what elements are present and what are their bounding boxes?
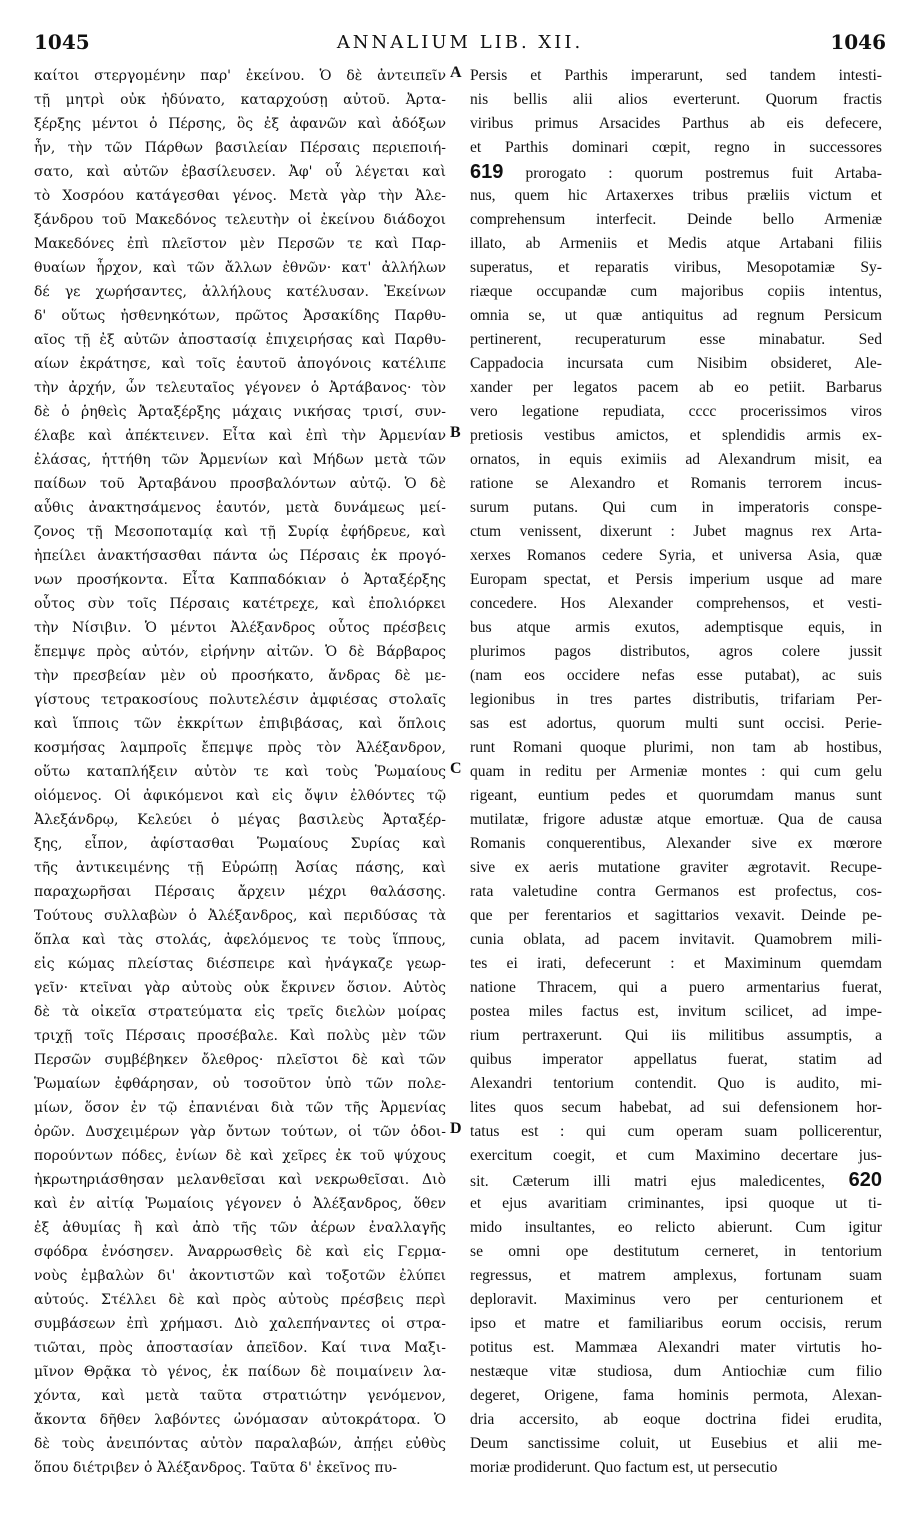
greek-text-line: οἰόμενος. Οἱ ἀφικόμενοι καὶ εἰς ὄψιν ἐλθόντες τῷ xyxy=(34,788,446,804)
greek-text-line: πορούντων πόδες, ἐνίων δὲ καὶ χεῖρες ἐκ τοῦ ψύχους xyxy=(34,1148,446,1164)
latin-text-line: ctum venissent, dixerunt : Jubet magnus rex Arta- xyxy=(470,523,882,540)
latin-text-line: omnia se, ut quæ antiquitus ad regnum Persicum xyxy=(470,307,882,324)
latin-text-line: mutilatæ, frigore adustæ atque emortuæ. Qua de causa xyxy=(470,811,882,828)
section-marker-b: B xyxy=(450,424,461,441)
column-page-number: 619 xyxy=(470,161,504,183)
greek-text-line: ξης, εἶπον, ἀφίστασθαι Ῥωμαίους Συρίας καὶ xyxy=(34,836,446,852)
greek-text-line: ἔπεμψε πρὸς αὐτόν, εἰρήνην αἰτῶν. Ὁ δὲ Βάρβαρος xyxy=(34,644,446,660)
greek-text-line: αίων ἐκράτησε, καὶ τοῖς ἑαυτοῦ ἀπογόνοις κατέλιπε xyxy=(34,356,446,372)
latin-text-line: dria accersito, ab eoque doctrina fidei erudita, xyxy=(470,1411,882,1428)
greek-text-line: τὴν πρεσβείαν μὲν οὐ προσήκατο, ἄνδρας δὲ με- xyxy=(34,668,446,684)
greek-text-line: γίστους τετρακοσίους πολυτελέσιν ἀμφιέσας στολαῖς xyxy=(34,692,446,708)
latin-text-line: nestæque vitæ studiosa, dum Antiochiæ cum filio xyxy=(470,1363,882,1380)
greek-text-line: ζονος τῇ Μεσοποταμίᾳ καὶ τῇ Συρίᾳ ἐφήδρευε, καὶ xyxy=(34,524,446,540)
latin-text-line: xerxes Romanos cedere Syria, et universa Asia, quæ xyxy=(470,547,882,564)
greek-text-line: ἐξ ἀθυμίας ἢ καὶ ἀπὸ τῆς τῶν ἀέρων ἐναλλαγῆς xyxy=(34,1220,446,1236)
latin-text-line: quam in reditu per Armeniæ montes : qui cum gelu xyxy=(470,763,882,780)
latin-text-line: nus, quem hic Artaxerxes tribus præliis victum et xyxy=(470,187,882,204)
latin-text-line: moriæ prodiderunt. Quo factum est, ut persecutio xyxy=(470,1459,778,1476)
column-page-number: 620 xyxy=(848,1169,882,1191)
page-number-right: 1046 xyxy=(830,30,886,54)
section-marker-d: D xyxy=(450,1120,462,1137)
latin-text-line: legionibus in tres partes distributis, trifariam Per- xyxy=(470,691,882,708)
latin-text-line: Persis et Parthis imperarunt, sed tandem intesti- xyxy=(470,67,882,84)
greek-text-line: τιῶται, πρὸς ἀποστασίαν ἀπεῖδον. Καί τινα Μαξι- xyxy=(34,1340,446,1356)
latin-text-line: pretiosis vestibus amictos, et splendidis armis ex- xyxy=(470,427,882,444)
latin-text-line: exercitum coegit, et cum Maximino decertare jus- xyxy=(470,1147,882,1164)
latin-text-line: pertinerent, recuperaturum esse minabatur. Sed xyxy=(470,331,882,348)
latin-text-line: ipso et matre et familiaribus eorum occisis, rerum xyxy=(470,1315,882,1332)
latin-text-line: degeret, Origene, fama hominis permota, Alexan- xyxy=(470,1387,882,1404)
section-marker-c: C xyxy=(450,760,462,777)
greek-text-line: ἠκρωτηριάσθησαν μελανθεῖσαι καὶ νεκρωθεῖσαι. Διὸ xyxy=(34,1172,446,1188)
latin-text-line: superatus, et reparatis viribus, Mesopotamiæ Sy- xyxy=(470,259,882,276)
latin-text-line: riæque occupandæ cum majoribus copiis intentus, xyxy=(470,283,882,300)
greek-text-line: εἰς κώμας πλείστας διέσπειρε καὶ ἠνάγκαζε γεωρ- xyxy=(34,956,446,972)
latin-text-line: nis bellis alii alios everterunt. Quorum fractis xyxy=(470,91,882,108)
greek-text-line: Τούτους συλλαβὼν ὁ Ἀλέξανδρος, καὶ περιδύσας τὰ xyxy=(34,908,446,924)
greek-text-line: δὲ τοὺς ἀνειπόντας αὐτὸν παραλαβών, ἀπῄει εὐθὺς xyxy=(34,1436,446,1452)
latin-text-line: bus atque armis exutos, ademptisque equis, in xyxy=(470,619,882,636)
greek-text-line: Ἀλεξάνδρῳ, Κελεύει ὁ μέγας βασιλεὺς Ἀρταξέρ- xyxy=(34,812,446,828)
greek-text-line: αὖθις ἀνακτησάμενος ἑαυτόν, μετὰ δυνάμεως μεί- xyxy=(34,500,446,516)
latin-text-line: Europam spectat, et Persis imperium usque ad mare xyxy=(470,571,882,588)
greek-text-line: ἐλάσας, ἡττήθη τῶν Ἀρμενίων καὶ Μήδων μετὰ τῶν xyxy=(34,452,446,468)
greek-text-line: ἄκοντα δῆθεν λαβόντες ὠνόμασαν αὐτοκράτορα. Ὁ xyxy=(34,1412,446,1428)
greek-text-line: τὴν Νίσιβιν. Ὁ μέντοι Ἀλέξανδρος οὗτος πρέσβεις xyxy=(34,620,446,636)
latin-text-line: rigeant, euntium pedes et quorumdam manus sunt xyxy=(470,787,882,804)
latin-text-line: postea miles factus est, invitum scilicet, ad impe- xyxy=(470,1003,882,1020)
greek-text-line: ξάνδρου τοῦ Μακεδόνος τελευτὴν οἱ ἐκείνου διάδοχοι xyxy=(34,212,446,228)
latin-text-line: et Parthis dominari cœpit, regno in successores xyxy=(470,139,882,156)
latin-text-line: Cappadocia incursata cum Nisibim obsideret, Ale- xyxy=(470,355,882,372)
greek-text-line: τῆς ἀντικειμένης τῇ Εὐρώπῃ Ἀσίας πάσης, καὶ xyxy=(34,860,446,876)
latin-text-line: (nam eos occidere nefas esse putabat), ac suis xyxy=(470,667,882,684)
greek-text-line: Περσῶν συμβέβηκεν ὄλεθρος· πλεῖστοι δὲ καὶ τῶν xyxy=(34,1052,446,1068)
greek-text-line: ὅπου διέτριβεν ὁ Ἀλέξανδρος. Ταῦτα δ' ἐκεῖνος πυ- xyxy=(34,1460,397,1476)
latin-text-line: et ejus avaritiam criminantes, ipsi quoque ut ti- xyxy=(470,1195,882,1212)
greek-text-line: αὐτούς. Στέλλει δὲ καὶ πρὸς αὐτοὺς πρέσβεις περὶ xyxy=(34,1292,446,1308)
latin-text-line: ornatos, in equis eximiis ad Alexandrum misit, ea xyxy=(470,451,882,468)
latin-text-line: quibus imperator appellatus fuerat, statim ad xyxy=(470,1051,882,1068)
latin-text-line: se omni ope destitutum cerneret, in tentorium xyxy=(470,1243,882,1260)
latin-text-line: Alexandri tentorium contendit. Quo is audito, mi- xyxy=(470,1075,882,1092)
latin-text-line: cunia oblata, ad pacem invitavit. Quamobrem mili- xyxy=(470,931,882,948)
greek-text-line: τὴν ἀρχήν, ὧν τελευταῖος γέγονεν ὁ Ἀρτάβανος· τὸν xyxy=(34,380,446,396)
greek-text-line: οὗτος σὺν τοῖς Πέρσαις κατέτρεχε, καὶ ἐπολιόρκει xyxy=(34,596,446,612)
latin-text-line: potitus est. Mammæa Alexandri mater virtutis ho- xyxy=(470,1339,882,1356)
greek-text-line: ξέρξης μέντοι ὁ Πέρσης, ὃς ἐξ ἀφανῶν καὶ ἀδόξων xyxy=(34,116,446,132)
greek-text-line: γεῖν· κτεῖναι γὰρ αὐτοὺς οὐκ ἔκρινεν ὅσιον. Αὐτὸς xyxy=(34,980,446,996)
latin-text-line: comprehensum interfecit. Deinde bello Armeniæ xyxy=(470,211,882,228)
greek-text-line: οὕτω καταπλήξειν αὐτὸν τε καὶ τοὺς Ῥωμαίους xyxy=(34,764,446,780)
greek-text-line: Ῥωμαίων ἐφθάρησαν, οὐ τοσοῦτον ὑπὸ τῶν πολε- xyxy=(34,1076,446,1092)
latin-text-line: Romanis conquerentibus, Alexander sive ex mœrore xyxy=(470,835,882,852)
latin-text-line: natione Thracem, qui a puero armentarius fuerat, xyxy=(470,979,882,996)
greek-text-line: κοσμήσας λαμπροῖς ἔπεμψε πρὸς τὸν Ἀλέξανδρον, xyxy=(34,740,446,756)
latin-text-line: que per ferentarios et sagittarios vexavit. Deinde pe- xyxy=(470,907,882,924)
latin-text-line: xander per legatos pacem ab eo petiit. Barbarus xyxy=(470,379,882,396)
greek-text-line: ὀρῶν. Δυσχειμέρων γὰρ ὄντων τούτων, οἱ τῶν ὁδοι- xyxy=(34,1124,446,1140)
latin-text-line: sas est adortus, quorum multi sunt occisi. Perie- xyxy=(470,715,882,732)
greek-column xyxy=(34,64,446,1480)
greek-text-line: ὅπλα καὶ τὰς στολάς, ἀφελόμενος τε τοὺς ἵππους, xyxy=(34,932,446,948)
latin-text-line: sit. Cæterum illi matri ejus maledicentes, 620 xyxy=(470,1169,882,1191)
latin-text-line: rata valetudine contra Germanos est profectus, cos- xyxy=(470,883,882,900)
latin-text-line: 619 prorogato : quorum postremus fuit Artaba- xyxy=(470,161,882,183)
greek-text-line: ἠπείλει ἀνακτήσασθαι πάντα ὡς Πέρσαις ἐκ προγό- xyxy=(34,548,446,564)
latin-text-line: tes ei irati, defecerunt : et Maximinum quemdam xyxy=(470,955,882,972)
greek-text-line: έλαβε καὶ ἀπέκτεινεν. Εἶτα καὶ ἐπὶ τὴν Ἀρμενίαν xyxy=(34,428,446,444)
greek-text-line: τῇ μητρὶ οὐκ ἠδύνατο, καταρχούσῃ αὐτοῦ. Ἀρτα- xyxy=(34,92,446,108)
greek-text-line: θυαίων ἦρχον, καὶ τῶν ἄλλων ἐθνῶν· κατ' ἀλλήλων xyxy=(34,260,446,276)
latin-text-line: tatus est : qui cum operam suam pollicerentur, xyxy=(470,1123,882,1140)
latin-text-line: illato, ab Armeniis et Medis atque Artabani filiis xyxy=(470,235,882,252)
latin-text-line: Deum sanctissime coluit, ut Eusebius et alii me- xyxy=(470,1435,882,1452)
greek-text-line: χόντα, καὶ μετὰ ταῦτα στρατιώτην γενόμενον, xyxy=(34,1388,446,1404)
greek-text-line: σατο, καὶ αὐτῶν ἐβασίλευσεν. Ἀφ' οὗ λέγεται καὶ xyxy=(34,164,446,180)
greek-text-line: καὶ ἐν αἰτίᾳ Ῥωμαίοις γέγονεν ὁ Ἀλέξανδρος, ὅθεν xyxy=(34,1196,446,1212)
greek-text-line: τὸ Χοσρόου κατάγεσθαι γένος. Μετὰ γὰρ τὴν Ἀλε- xyxy=(34,188,446,204)
latin-text-line: plurimos pagos distributos, agros colere jussit xyxy=(470,643,882,660)
greek-text-line: νων προσήκοντα. Εἶτα Καππαδόκιαν ὁ Ἀρταξέρξης xyxy=(34,572,446,588)
page-header xyxy=(34,30,886,60)
latin-text-line: surum putans. Qui cum in imperatoris conspe- xyxy=(470,499,882,516)
greek-text-line: μῖνον Θρᾷκα τὸ γένος, ἐκ παίδων δὲ ποιμαίνειν λα- xyxy=(34,1364,446,1380)
section-marker-a: A xyxy=(450,64,462,81)
latin-text-line: lites quos secum habebat, ad sui defensionem hor- xyxy=(470,1099,882,1116)
greek-text-line: μίων, ὅσον ἐν τῷ ἐπανιέναι διὰ τῶν τῆς Ἀρμενίας xyxy=(34,1100,446,1116)
running-title: ANNALIUM LIB. XII. xyxy=(336,32,584,53)
greek-text-line: ἦν, τὴν τῶν Πάρθων βασιλείαν Πέρσαις περιεποιή- xyxy=(34,140,446,156)
latin-text-line: concedere. Hos Alexander comprehensos, et vesti- xyxy=(470,595,882,612)
greek-text-line: παίδων τοῦ Ἀρταβάνου προσβαλόντων αὐτῷ. Ὁ δὲ xyxy=(34,476,446,492)
latin-column xyxy=(470,64,882,1480)
latin-text-line: ratione se Alexandro et Romanis terrorem incus- xyxy=(470,475,882,492)
latin-text-line: runt Romani quoque plurimi, non tam ab hostibus, xyxy=(470,739,882,756)
page-number-left: 1045 xyxy=(34,30,90,54)
greek-text-line: τριχῇ τοῖς Πέρσαις προσέβαλε. Καὶ πολὺς μὲν τῶν xyxy=(34,1028,446,1044)
latin-text-line: viribus primus Arsacides Parthus ab eis defecere, xyxy=(470,115,882,132)
greek-text-line: καίτοι στεργομένην παρ' ἐκείνου. Ὁ δὲ ἀντειπεῖν xyxy=(34,68,446,84)
greek-text-line: καὶ ἵπποις τῶν ἐκκρίτων ἐπιβιβάσας, καὶ ὅπλοις xyxy=(34,716,446,732)
latin-text-line: deploravit. Maximinus vero per centurionem et xyxy=(470,1291,882,1308)
greek-text-line: σφόδρα ἐνόσησεν. Ἀναρρωσθεὶς δὲ καὶ εἰς Γερμα- xyxy=(34,1244,446,1260)
greek-text-line: δὲ ὁ ῥηθεὶς Ἀρταξέρξης μάχαις νικήσας τρισί, συν- xyxy=(34,404,446,420)
latin-text-line: mido insultantes, eo relicto abierunt. Cum igitur xyxy=(470,1219,882,1236)
latin-text-line: sive ex aeris mutatione graviter ægrotavit. Recupe- xyxy=(470,859,882,876)
latin-text-line: regressus, et matrem amplexus, fortunam suam xyxy=(470,1267,882,1284)
greek-text-line: συμβάσεων ἐπὶ χρήμασι. Διὸ χαλεπήναντες οἱ στρα- xyxy=(34,1316,446,1332)
greek-text-line: δ' οὕτως ἠσθενηκότων, πρῶτος Ἀρσακίδης Παρθυ- xyxy=(34,308,446,324)
latin-text-line: vero legatione repudiata, cccc procerissimos viros xyxy=(470,403,882,420)
greek-text-line: Μακεδόνες ἐπὶ πλεῖστον μὲν Περσῶν τε καὶ Παρ- xyxy=(34,236,446,252)
greek-text-line: παραχωρῆσαι Πέρσαις ἄρχειν μέχρι θαλάσσης. xyxy=(34,884,446,900)
greek-text-line: αῖος τῇ ἐξ αὐτῶν ἀποστασίᾳ ἐπιχειρήσας καὶ Παρθυ- xyxy=(34,332,446,348)
latin-text-line: rium pertraxerunt. Qui iis militibus assumptis, a xyxy=(470,1027,882,1044)
greek-text-line: δὲ τὰ οἰκεῖα στρατεύματα εἰς τρεῖς διελὼν μοίρας xyxy=(34,1004,446,1020)
greek-text-line: νοὺς ἐμβαλὼν δι' ἀκοντιστῶν καὶ τοξοτῶν ἐλύπει xyxy=(34,1268,446,1284)
greek-text-line: δέ γε χωρήσαντες, ἀλλήλους κατέλυσαν. Ἐκείνων xyxy=(34,284,446,300)
